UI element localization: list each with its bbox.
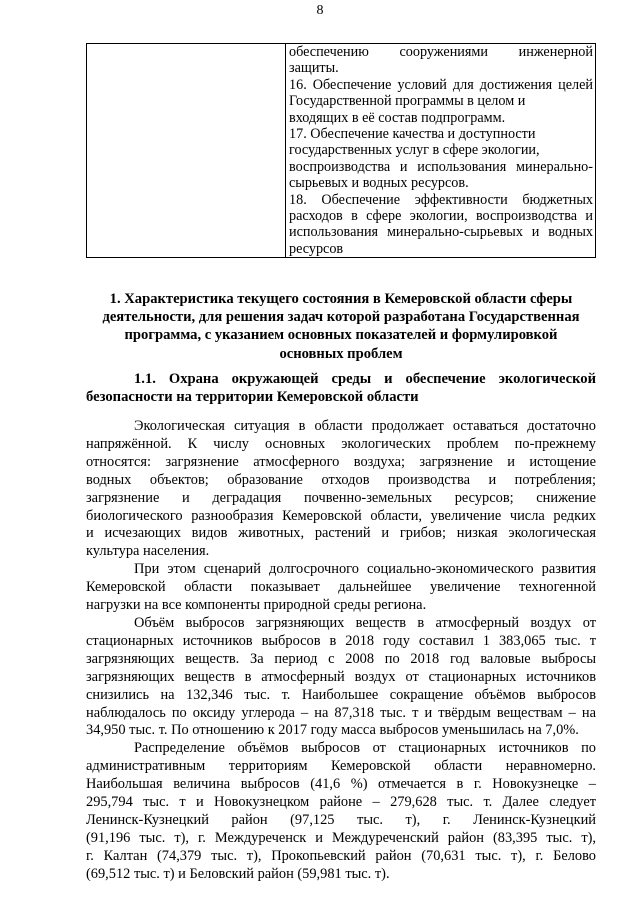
text-line: стационарных источников выбросов в 2018 году составил 1 383,065 тыс. т [86,632,596,649]
table-row [87,44,596,258]
table-line: воспроизводства и использования минерально- [289,158,593,175]
table-cell-left [87,44,286,258]
paragraph [86,615,596,740]
text-line: водных объектов; образование отходов производства и потребления; [86,471,596,488]
table-line: государственных услуг в сфере экологии, [289,142,540,159]
text-line: Объём выбросов загрязняющих веществ в атмосферный воздух от [134,614,596,631]
section-heading-line: 1. Характеристика текущего состояния в Кемеровской области сферы [109,291,573,307]
text-line: культура населения. [86,543,210,560]
text-line: наблюдалось по оксиду углерода – на 87,318 тыс. т и твёрдым веществам – на [86,704,596,721]
text-line: (91,196 тыс. т), г. Междуреченск и Междуреченский район (83,395 тыс. т), [86,829,596,846]
paragraph [86,740,596,883]
text-line: относятся: загрязнение атмосферного воздуха; загрязнение и истощение [86,453,596,470]
table-line: Государственной программы в целом и [289,93,526,110]
paragraph [86,561,596,615]
text-line: Ленинск-Кузнецкий район (97,125 тыс. т), г. Ленинск-Кузнецкий [86,811,596,828]
table-line: защиты. [289,60,339,77]
subsection-heading [86,370,596,406]
table-cell-right [286,44,596,258]
text-line: напряжённой. К числу основных экологических проблем по-прежнему [86,435,596,452]
text-line: При этом сценарий долгосрочного социально-экономического развития [134,561,596,578]
text-line: Распределение объёмов выбросов от стационарных источников по [134,740,596,757]
table-line: расходов в сфере экологии, воспроизводства и [289,208,593,225]
table-line: 16. Обеспечение условий для достижения целей [289,76,593,93]
table-line: ресурсов [289,240,344,257]
goals-table [86,43,596,258]
text-line: (69,512 тыс. т) и Беловский район (59,981 тыс. т). [86,865,390,882]
section-heading [86,290,596,363]
table-line: использования минерально-сырьевых и водных [289,224,593,241]
text-line: и исчезающих видов животных, растений и грибов; низкая экологическая [86,525,596,542]
subsection-heading-line: 1.1. Охрана окружающей среды и обеспечение экологической [134,371,596,387]
text-line: 34,950 тыс. т. По отношению к 2017 году масса выбросов уменьшилась на 7,0%. [86,722,579,739]
table-line: обеспечению сооружениями инженерной [289,44,593,60]
text-line: загрязняющих веществ. За период с 2008 по 2018 год валовые выбросы [86,650,596,667]
text-line: Экологическая ситуация в области продолжает оставаться достаточно [134,418,596,434]
text-line: г. Калтан (74,379 тыс. т), Прокопьевский район (70,631 тыс. т), г. Белово [86,847,596,864]
text-line: Кемеровской области показывает дальнейшее увеличение техногенной [86,579,596,596]
table-line: 18. Обеспечение эффективности бюджетных [289,191,593,208]
text-line: административным территориям Кемеровской области неравномерно. [86,758,596,775]
subsection-heading-line: безопасности на территории Кемеровской области [86,389,419,406]
text-line: Наибольшая величина выбросов (41,6 %) отмечается в г. Новокузнецке – [86,776,596,793]
text-line: снизились на 132,346 тыс. т. Наибольшее сокращение объёмов выбросов [86,686,596,703]
body-text [86,418,596,884]
section-heading-line: деятельности, для решения задач которой разработана Государственная [102,309,580,326]
table-line: 17. Обеспечение качества и доступности [289,126,536,143]
text-line: нагрузки на все компоненты природной среды региона. [86,597,427,614]
text-line: загрязняющих веществ в атмосферный воздух от стационарных источников [86,668,596,685]
table-line: сырьевых и водных ресурсов. [289,175,469,192]
text-line: биологического разнообразия Кемеровской области, увеличение числа редких [86,507,596,524]
text-line: загрязнение и деградация почвенно-земельных ресурсов; снижение [86,489,596,506]
section-heading-line: основных проблем [279,345,403,362]
text-line: 295,794 тыс. т и Новокузнецком районе – 279,628 тыс. т. Далее следует [86,794,596,811]
table-line: входящих в её состав подпрограмм. [289,109,506,126]
section-heading-line: программа, с указанием основных показателей и формулировкой [124,327,558,344]
paragraph [86,418,596,561]
page-number: 8 [316,3,324,18]
